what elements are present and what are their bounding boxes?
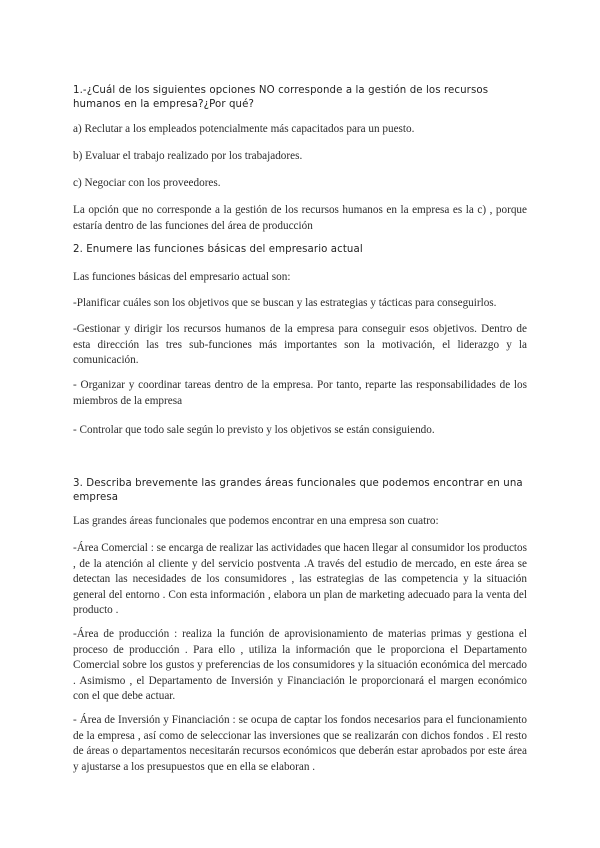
question-1-option-b: b) Evaluar el trabajo realizado por los trabajadores. (73, 150, 303, 162)
question-1-option-c: c) Negociar con los proveedores. (73, 177, 221, 189)
question-2-item-1: -Planificar cuáles son los objetivos que se buscan y las estrategias y tácticas para conseguirlos. (73, 297, 497, 309)
question-2-item-2: -Gestionar y dirigir los recursos humanos de la empresa para conseguir esos objetivos. Dentro de esta dirección las tres sub-funciones más importantes son la motivación, el liderazgo y la comunicación. (73, 323, 527, 366)
question-3-intro: Las grandes áreas funcionales que podemos encontrar en una empresa son cuatro: (73, 515, 439, 527)
question-1-option-a: a) Reclutar a los empleados potencialmente más capacitados para un puesto. (73, 123, 415, 135)
question-3-item-inversion: - Área de Inversión y Financiación : se ocupa de captar los fondos necesarios para el funcionamiento de la empresa , así como de seleccionar las inversiones que se realizarán con dichos fondos . El resto de áreas o departamentos necesitarán recursos económicos que deberán estar aprobados por este área y ajustarse a los presupuestos que en ella se elaboran . (73, 714, 527, 773)
question-1-answer: La opción que no corresponde a la gestión de los recursos humanos en la empresa es la c) , porque estaría dentro de las funciones del área de producción (73, 204, 527, 232)
question-2-item-3: - Organizar y coordinar tareas dentro de la empresa. Por tanto, reparte las responsabilidades de los miembros de la empresa (73, 379, 527, 407)
question-3-item-comercial: -Área Comercial : se encarga de realizar las actividades que hacen llegar al consumidor los productos , de la atención al cliente y del servicio postventa .A través del estudio de mercado, en este área se detectan las necesidades de los consumidores , las estrategias de las competencia y la situación general del entorno . Con esta información , elabora un plan de marketing adecuado para la venta del producto . (73, 542, 527, 616)
question-3-heading: 3. Describa brevemente las grandes áreas funcionales que podemos encontrar en una empresa (73, 478, 523, 503)
question-1-heading: 1.-¿Cuál de los siguientes opciones NO corresponde a la gestión de los recursos humanos en la empresa?¿Por qué? (73, 85, 489, 110)
question-2-heading: 2. Enumere las funciones básicas del empresario actual (73, 244, 363, 255)
question-2-intro: Las funciones básicas del empresario actual son: (73, 271, 291, 283)
question-2-item-4: - Controlar que todo sale según lo previsto y los objetivos se están consiguiendo. (73, 424, 435, 436)
question-3-item-produccion: -Área de producción : realiza la función de aprovisionamiento de materias primas y gestiona el proceso de producción . Para ello , utiliza la información que le proporciona el Departamento Comercial sobre los gustos y preferencias de los consumidores y la situación económica del mercado . Asimismo , el Departamento de Inversión y Financiación le proporcionará el margen económico con el que debe actuar. (73, 628, 527, 702)
